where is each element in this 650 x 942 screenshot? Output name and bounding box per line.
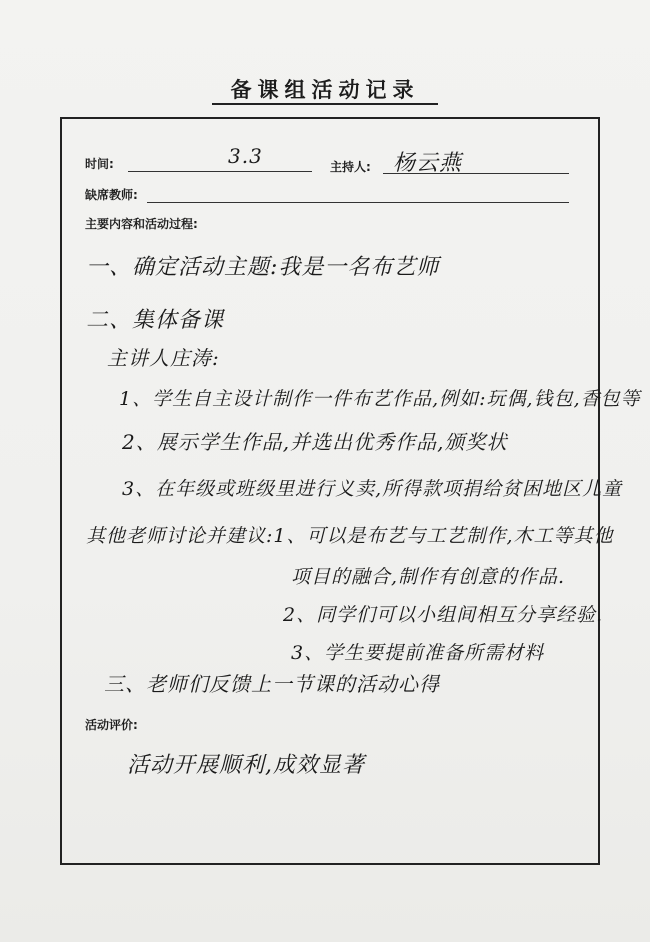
content-label: 主要内容和活动过程:	[85, 217, 198, 231]
content-line-9: 2、同学们可以小组间相互分享经验.	[283, 604, 604, 626]
title-underline	[212, 103, 438, 105]
content-line-1: 一、确定活动主题:我是一名布艺师	[86, 255, 440, 280]
content-line-2: 二、集体备课	[86, 308, 225, 333]
content-line-3: 主讲人庄涛:	[107, 346, 220, 370]
form-title: 备课组活动记录	[230, 77, 420, 102]
host-value: 杨云燕	[393, 151, 463, 176]
time-line	[128, 171, 312, 172]
host-label: 主持人:	[330, 160, 371, 174]
content-line-6: 3、在年级或班级里进行义卖,所得款项捐给贫困地区儿童	[122, 478, 623, 500]
evaluation-text: 活动开展顺利,成效显著	[127, 753, 365, 778]
absent-line	[147, 202, 569, 203]
content-line-8: 项目的融合,制作有创意的作品.	[291, 566, 566, 588]
content-line-4: 1、学生自主设计制作一件布艺作品,例如:玩偶,钱包,香包等	[119, 388, 641, 410]
content-line-10: 3、学生要提前准备所需材料	[291, 642, 545, 664]
content-line-5: 2、展示学生作品,并选出优秀作品,颁奖状	[122, 430, 508, 454]
absent-label: 缺席教师:	[85, 188, 138, 202]
content-line-11: 三、老师们反馈上一节课的活动心得	[104, 672, 440, 696]
evaluation-label: 活动评价:	[85, 718, 138, 732]
content-line-7: 其他老师讨论并建议:1、可以是布艺与工艺制作,木工等其他	[86, 525, 614, 547]
time-value: 3.3	[228, 144, 263, 168]
time-label: 时间:	[85, 157, 114, 171]
